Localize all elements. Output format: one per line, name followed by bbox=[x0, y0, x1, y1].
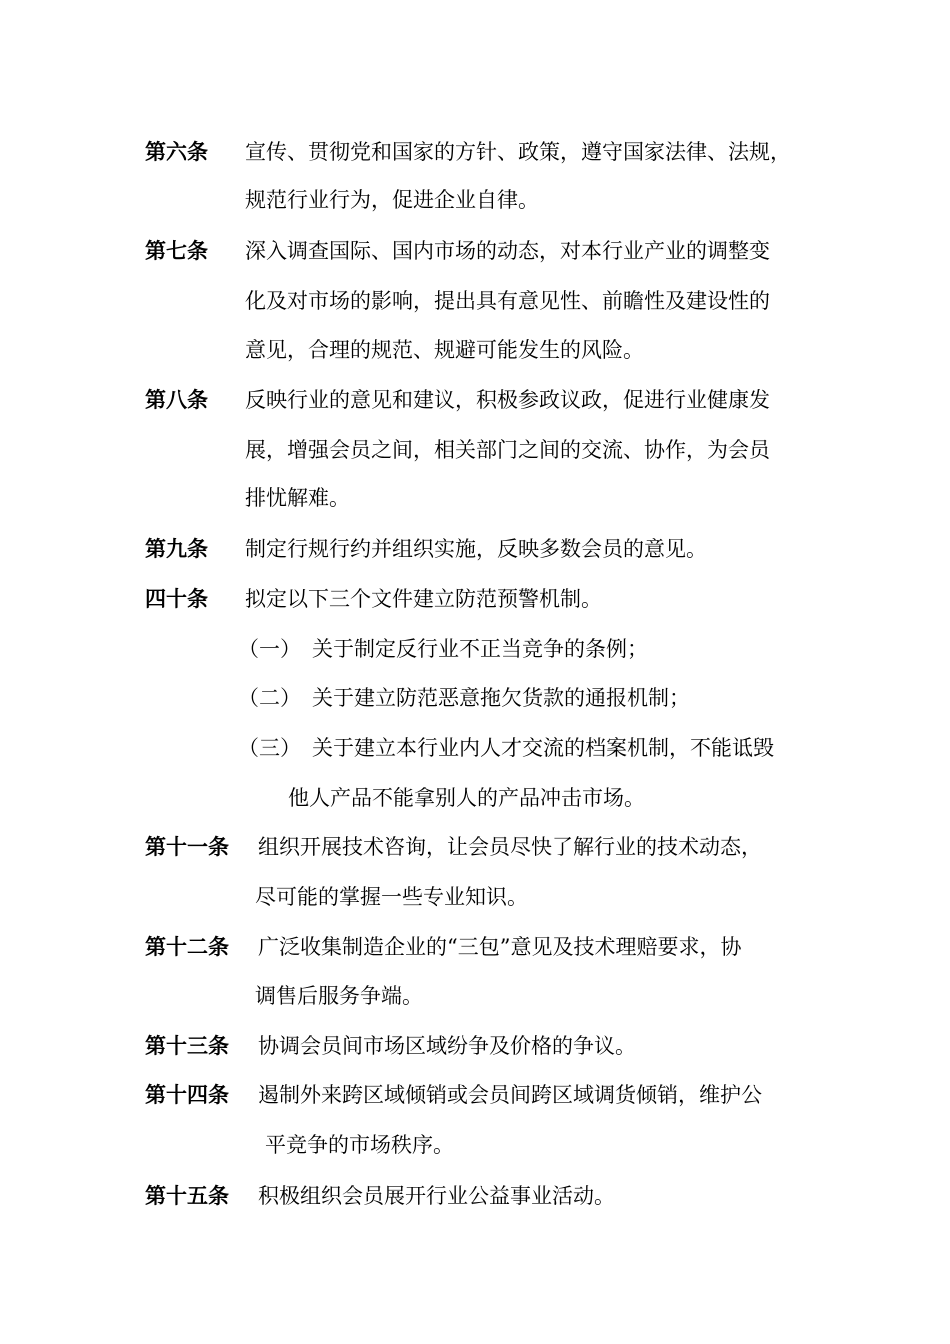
article-13-label: 第十三条 bbox=[145, 1033, 229, 1058]
sub-item-3-line-1: 关于建立本行业内人才交流的档案机制，不能诋毁 bbox=[312, 736, 774, 760]
article-10-line-1: 拟定以下三个文件建立防范预警机制。 bbox=[245, 587, 602, 611]
article-13-line-1: 协调会员间市场区域纷争及价格的争议。 bbox=[258, 1034, 636, 1058]
article-12-line-2: 调售后服务争端。 bbox=[255, 984, 423, 1008]
article-7-line-3: 意见，合理的规范、规避可能发生的风险。 bbox=[245, 338, 644, 362]
sub-item-2-marker: （二） bbox=[238, 686, 301, 710]
article-6-line-1: 宣传、贯彻党和国家的方针、政策，遵守国家法律、法规， bbox=[245, 140, 791, 164]
article-7-label: 第七条 bbox=[145, 238, 208, 263]
article-15-line-1: 积极组织会员展开行业公益事业活动。 bbox=[258, 1184, 615, 1208]
article-8-line-2: 展，增强会员之间，相关部门之间的交流、协作，为会员 bbox=[245, 438, 770, 462]
sub-item-1-marker: （一） bbox=[238, 637, 301, 661]
article-12-label: 第十二条 bbox=[145, 934, 229, 959]
article-7-line-2: 化及对市场的影响，提出具有意见性、前瞻性及建设性的 bbox=[245, 289, 770, 313]
article-14-line-1: 遏制外来跨区域倾销或会员间跨区域调货倾销，维护公 bbox=[258, 1083, 762, 1107]
article-11-line-1: 组织开展技术咨询，让会员尽快了解行业的技术动态， bbox=[258, 835, 762, 859]
article-7-line-1: 深入调查国际、国内市场的动态，对本行业产业的调整变 bbox=[245, 239, 770, 263]
article-11-line-2: 尽可能的掌握一些专业知识。 bbox=[255, 885, 528, 909]
article-14-line-2: 平竞争的市场秩序。 bbox=[265, 1133, 454, 1157]
article-6-label: 第六条 bbox=[145, 139, 208, 164]
article-9-label: 第九条 bbox=[145, 536, 208, 561]
article-14-label: 第十四条 bbox=[145, 1082, 229, 1107]
sub-item-3-marker: （三） bbox=[238, 736, 301, 760]
article-8-label: 第八条 bbox=[145, 387, 208, 412]
article-11-label: 第十一条 bbox=[145, 834, 229, 859]
article-9-line-1: 制定行规行约并组织实施，反映多数会员的意见。 bbox=[245, 537, 707, 561]
article-8-line-3: 排忧解难。 bbox=[245, 486, 350, 510]
article-10-label: 四十条 bbox=[145, 586, 208, 611]
sub-item-3-line-2: 他人产品不能拿别人的产品冲击市场。 bbox=[288, 786, 645, 810]
article-15-label: 第十五条 bbox=[145, 1183, 229, 1208]
sub-item-2-line-1: 关于建立防范恶意拖欠货款的通报机制； bbox=[312, 686, 690, 710]
article-12-line-1: 广泛收集制造企业的“三包”意见及技术理赔要求，协 bbox=[258, 935, 742, 959]
article-8-line-1: 反映行业的意见和建议，积极参政议政，促进行业健康发 bbox=[245, 388, 770, 412]
sub-item-1-line-1: 关于制定反行业不正当竞争的条例； bbox=[312, 637, 648, 661]
article-6-line-2: 规范行业行为，促进企业自律。 bbox=[245, 188, 539, 212]
